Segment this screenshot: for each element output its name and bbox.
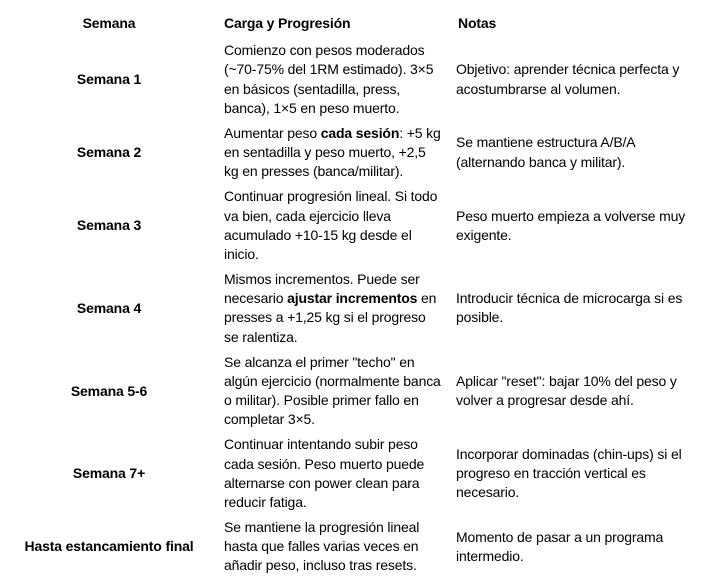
progression-cell (218, 432, 452, 515)
text-run: : +5 kg en sentadilla y peso muerto, +2,5 kg en presses (banca/militar). (224, 124, 441, 180)
week-cell: Semana 7+ (72, 465, 146, 482)
progression-cell (218, 350, 452, 433)
week-cell: Hasta estancamiento final (24, 538, 194, 555)
notes-cell: Introducir técnica de microcarga si es posible. (456, 290, 683, 326)
progression-cell (218, 267, 452, 350)
document-page (0, 6, 715, 574)
notes-cell: Incorporar dominadas (chin-ups) si el progreso en tracción vertical es necesario. (456, 446, 682, 501)
progression-cell (218, 515, 452, 579)
week-cell: Semana 3 (76, 217, 142, 234)
table-row (0, 432, 715, 515)
week-cell: Semana 1 (76, 70, 142, 87)
notes-cell: Aplicar "reset": bajar 10% del peso y volver a progresar desde ahí. (456, 372, 677, 409)
training-progression-table (0, 6, 715, 579)
bold-text-run: ajustar incrementos (287, 290, 418, 307)
column-header-notas: Notas (458, 15, 497, 31)
column-header-semana: Semana (82, 15, 136, 31)
week-cell: Semana 2 (76, 144, 142, 161)
table-row (0, 267, 715, 350)
progression-cell (218, 121, 452, 185)
table-row (0, 350, 715, 433)
table-row (0, 515, 715, 579)
week-cell: Semana 5-6 (70, 382, 148, 399)
table-row (0, 121, 715, 185)
table-header-row (0, 6, 715, 38)
text-run: Se mantiene la progresión lineal hasta que falles varias veces en añadir peso, incluso tras resets. (224, 519, 420, 574)
text-run: Se alcanza el primer "techo" en algún ejercicio (normalmente banca o militar). Posible primer fallo en completar 3×5. (224, 353, 441, 428)
notes-cell: Se mantiene estructura A/B/A (alternando banca y militar). (456, 134, 635, 170)
text-run: Comienzo con pesos moderados (~70-75% del 1RM estimado). 3×5 en básicos (sentadilla, press, banca), 1×5 en peso muerto. (224, 42, 434, 116)
text-run: Aumentar peso (224, 124, 321, 141)
progression-cell (218, 184, 452, 267)
text-run: Continuar intentando subir peso cada sesión. Peso muerto puede alternarse con power clean para reducir fatiga. (224, 436, 425, 510)
notes-cell: Objetivo: aprender técnica perfecta y acostumbrarse al volumen. (456, 61, 680, 97)
text-run: en presses a +1,25 kg si el progreso se ralentiza. (224, 290, 437, 345)
text-run: Continuar progresión lineal. Si todo va bien, cada ejercicio lleva acumulado +10-15 kg desde el inicio. (224, 188, 438, 262)
week-cell: Semana 4 (76, 299, 142, 316)
bold-text-run: cada sesión (320, 124, 400, 141)
table-body (0, 38, 715, 578)
text-run: Mismos incrementos. Puede ser necesario (224, 271, 420, 307)
notes-cell: Momento de pasar a un programa intermedio. (456, 528, 664, 564)
column-header-carga-y-progresion: Carga y Progresión (224, 15, 351, 31)
notes-cell: Peso muerto empieza a volverse muy exigente. (456, 207, 686, 243)
progression-cell (218, 38, 452, 121)
table-row (0, 184, 715, 267)
table-row (0, 38, 715, 121)
